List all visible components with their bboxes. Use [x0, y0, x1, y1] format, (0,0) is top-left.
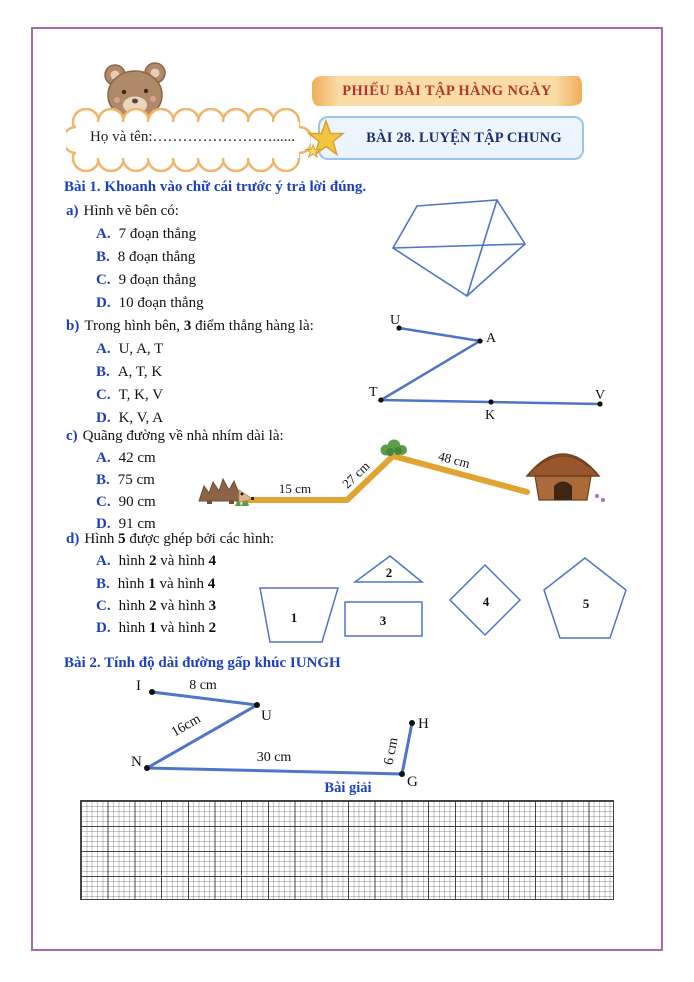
option-text: hình: [118, 598, 150, 614]
option-bold: 2: [149, 598, 157, 614]
question-d-label: d): [66, 531, 80, 547]
option-text: hình: [117, 576, 149, 592]
option-text: hình: [118, 620, 150, 636]
exercise1-title: Bài 1. Khoanh vào chữ cái trước ý trả lời đúng.: [64, 179, 367, 195]
option-bold: 2: [208, 620, 217, 636]
shape-label-4: 4: [482, 594, 490, 609]
point-label-K: K: [485, 408, 496, 422]
point-label-H: H: [418, 716, 429, 732]
option-text: U, A, T: [118, 341, 164, 357]
question-c-text: Quãng đường về nhà nhím dài là:: [82, 428, 284, 444]
question-b-bold: 3: [183, 318, 192, 334]
point-label-V: V: [595, 388, 606, 403]
length-label-6cm: 6 cm: [381, 736, 402, 767]
exercise2-title: Bài 2. Tính độ dài đường gấp khúc IUNGH: [64, 655, 341, 671]
shape-label-2: 2: [385, 565, 393, 580]
option-text: hình: [118, 553, 150, 569]
option-b-B: [96, 364, 162, 381]
point-label-N: N: [131, 754, 142, 770]
option-a-C: [96, 272, 196, 289]
lesson-title: BÀI 28. LUYỆN TẬP CHUNG: [318, 116, 584, 160]
option-d-C: [96, 598, 216, 615]
shape-label-5: 5: [582, 596, 590, 611]
hedgehog-path-figure: [195, 438, 620, 523]
option-letter: C.: [96, 387, 111, 403]
option-b-A: [96, 341, 163, 358]
option-letter: A.: [96, 341, 111, 357]
question-b-text2: điểm thẳng hàng là:: [191, 318, 314, 334]
option-letter: A.: [96, 450, 111, 466]
option-letter: C.: [96, 272, 111, 288]
option-b-D: [96, 410, 163, 427]
name-field[interactable]: Họ và tên:……………………......: [90, 129, 295, 145]
shape-label-1: 1: [290, 610, 298, 625]
option-text: T, K, V: [118, 387, 164, 403]
hedgehog-icon: [199, 479, 254, 504]
option-text: 7 đoạn thẳng: [118, 226, 197, 242]
option-letter: D.: [96, 410, 111, 426]
option-letter: B.: [96, 249, 110, 265]
collinear-points-figure: [368, 312, 613, 422]
pentagon-figure: [385, 196, 535, 304]
option-d-D: [96, 620, 216, 637]
shape-label-3: 3: [379, 613, 387, 628]
option-bold: 4: [208, 553, 217, 569]
option-d-A: [96, 553, 216, 570]
point-label-U: U: [390, 313, 401, 328]
option-text: 10 đoạn thẳng: [118, 295, 204, 311]
length-label-8cm: 8 cm: [189, 678, 217, 693]
option-a-A: [96, 226, 196, 243]
option-letter: A.: [96, 553, 111, 569]
shape-1-trapezoid: [260, 588, 338, 642]
solution-heading: Bài giải: [324, 780, 372, 796]
star-icon: [302, 118, 350, 164]
option-c-B: [96, 472, 155, 489]
option-text: 42 cm: [118, 450, 156, 466]
option-text: và hình: [155, 576, 208, 592]
option-bold: 4: [207, 576, 216, 592]
banner-title: PHIẾU BÀI TẬP HÀNG NGÀY: [312, 76, 582, 106]
option-text: K, V, A: [118, 410, 164, 426]
length-label-16cm: 16cm: [169, 711, 204, 741]
point-label-U: U: [261, 708, 272, 724]
question-a-label: a): [66, 203, 79, 219]
answer-grid[interactable]: [80, 800, 614, 900]
option-a-B: [96, 249, 195, 266]
option-b-C: [96, 387, 163, 404]
question-d-bold: 5: [118, 531, 126, 547]
composite-shapes-figure: [250, 546, 645, 650]
question-b-label: b): [66, 318, 80, 334]
question-b-text1: Trong hình bên,: [84, 318, 184, 334]
option-letter: B.: [96, 576, 110, 592]
option-c-C: [96, 494, 156, 511]
question-d: [66, 531, 274, 548]
question-d-text1: Hình: [84, 531, 119, 547]
option-text: 75 cm: [117, 472, 155, 488]
option-text: 9 đoạn thẳng: [118, 272, 197, 288]
option-letter: D.: [96, 295, 111, 311]
option-letter: B.: [96, 472, 110, 488]
option-letter: A.: [96, 226, 111, 242]
point-label-I: I: [136, 678, 141, 694]
option-d-B: [96, 576, 215, 593]
option-a-D: [96, 295, 204, 312]
question-c-label: c): [66, 428, 78, 444]
option-letter: C.: [96, 494, 111, 510]
point-label-G: G: [407, 774, 418, 788]
option-letter: D.: [96, 516, 111, 532]
point-label-A: A: [486, 331, 497, 346]
question-d-text2: được ghép bởi các hình:: [125, 531, 275, 547]
option-c-A: [96, 450, 156, 467]
option-bold: 1: [148, 576, 156, 592]
house-icon: [527, 454, 605, 502]
distance-label-15: 15 cm: [278, 481, 312, 496]
option-bold: 2: [149, 553, 157, 569]
option-text: và hình: [156, 553, 209, 569]
point-label-T: T: [369, 385, 378, 400]
broken-line-figure: [128, 676, 438, 788]
distance-label-27: 27 cm: [339, 458, 373, 492]
option-bold: 1: [149, 620, 157, 636]
distance-label-48: 48 cm: [436, 448, 472, 472]
option-text: 8 đoạn thẳng: [117, 249, 196, 265]
question-b: [66, 318, 314, 335]
option-letter: B.: [96, 364, 110, 380]
option-text: 90 cm: [118, 494, 156, 510]
question-a: [66, 203, 179, 220]
length-label-30cm: 30 cm: [256, 750, 292, 765]
option-letter: D.: [96, 620, 111, 636]
option-letter: C.: [96, 598, 111, 614]
option-text: và hình: [156, 620, 209, 636]
option-text: và hình: [156, 598, 209, 614]
option-bold: 3: [208, 598, 217, 614]
question-a-text: Hình vẽ bên có:: [83, 203, 179, 219]
option-text: A, T, K: [117, 364, 163, 380]
option-text: 91 cm: [118, 516, 156, 532]
